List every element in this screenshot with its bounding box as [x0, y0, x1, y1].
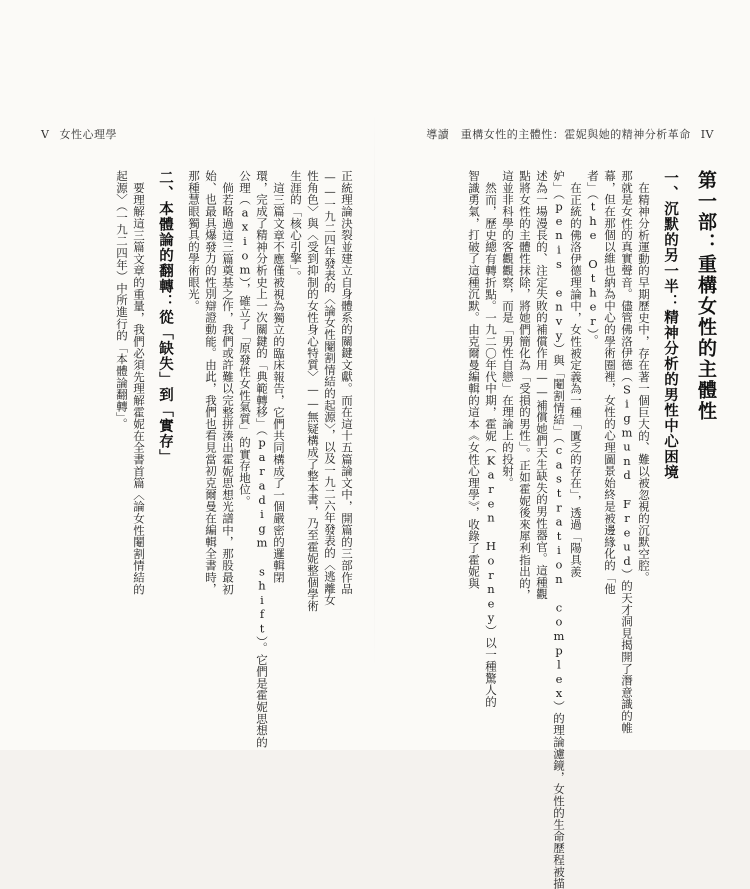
section-1-title: 一、沉默的另一半：精神分析的男性中心困境 — [662, 170, 678, 480]
section-2-title: 二、本體論的翻轉：從「缺失」到「實存」 — [157, 170, 173, 465]
text-line: ——一九二四年發表的〈論女性閹割情結的起源〉，以及一九二六年發表的〈逃離女 — [323, 170, 337, 606]
text-line: 在精神分析運動的早期歷史中，存在著一個巨大的、難以被忽視的沉默空腔。 — [637, 181, 651, 583]
text-line: 這三篇文章不應僅被視為獨立的臨床報告，它們共同構成了一個嚴密的邏輯閉 — [272, 181, 286, 583]
text-line: 正統理論決裂並建立自身體系的關鍵文獻。而在這十五篇論文中，開篇的三部作品 — [340, 170, 354, 595]
right-chapter-title: 導讀 重構女性的主體性：霍妮與她的精神分析革命 — [426, 128, 691, 141]
text-line: 妒」（penis envy）與「閹割情結」（castration complex）的理論濾鏡，女性的生命歷程被描 — [552, 170, 566, 889]
text-line: 然而，歷史總有轉折點。一九二〇年代中期，霍妮（Karen Horney）以一種驚人的 — [484, 181, 498, 708]
text-line: 那就是女性的真實聲音。儘管佛洛伊德（Sigmund Freud）的天才洞見揭開了潛意識的帷 — [620, 170, 634, 734]
left-running-header — [35, 126, 117, 142]
text-line: 述為一場漫長的、注定失敗的補償作用——補償她們天生缺失的男性器官。這種觀 — [535, 170, 549, 600]
text-line: 起源〉（一九二四年）中所進行的「本體論翻轉」。 — [115, 170, 129, 430]
text-line: 性角色〉與〈受到抑制的女性身心特質〉——無疑構成了整本書，乃至霍妮整個學術 — [306, 170, 320, 612]
part-title: 第一部：重構女性的主體性 — [695, 170, 717, 422]
right-page — [395, 170, 720, 889]
text-line: 生涯的「核心引擎」。 — [289, 170, 303, 283]
text-line: 環，完成了精神分析史上一次關鍵的「典範轉移」（paradigm shift）。它們是霍妮思想的 — [255, 170, 269, 749]
text-line: 這並非科學的客觀觀察，而是「男性自戀」在理論上的投射。 — [501, 170, 515, 489]
text-line: 公理（axiom），確立了「原發性女性氣質」的實存地位。 — [238, 170, 252, 508]
text-line: 倘若略過這三篇奠基之作，我們或許難以完整拼湊出霍妮思想光譜中，那股最初 — [221, 181, 235, 595]
text-line: 在正統的佛洛伊德理論中，女性被定義為一種「匱乏的存在」，透過「陽具羨 — [569, 181, 583, 577]
right-page-number: IV — [700, 128, 714, 141]
left-book-title: 女性心理學 — [59, 128, 117, 141]
text-line: 那種慧眼獨具的學術眼光。 — [187, 170, 201, 312]
text-line: 點將女性的主體性抹除，將她們簡化為「受損的男性」。正如霍妮後來犀利指出的， — [518, 170, 532, 601]
left-page-number: V — [41, 128, 50, 141]
text-line: 智識勇氣，打破了這種沉默。由克爾曼編輯的這本《女性心理學》，收錄了霍妮與 — [467, 170, 481, 590]
text-line: 要理解這三篇文章的重量，我們必須先理解霍妮在全書首篇〈論女性閹割情結的 — [132, 181, 146, 595]
book-gutter — [374, 110, 375, 670]
left-page — [40, 170, 355, 749]
right-running-header — [426, 126, 720, 142]
text-line: 幕，但在那個以維也納為中心的學術圈裡，女性的心理圖景始終是被邊緣化的「他 — [603, 170, 617, 595]
text-line: 始、也最具爆發力的性別辯證動能。由此，我們也看見當初克爾曼在編輯全書時， — [204, 170, 218, 595]
text-line: 者」（the Other）。 — [586, 170, 600, 347]
